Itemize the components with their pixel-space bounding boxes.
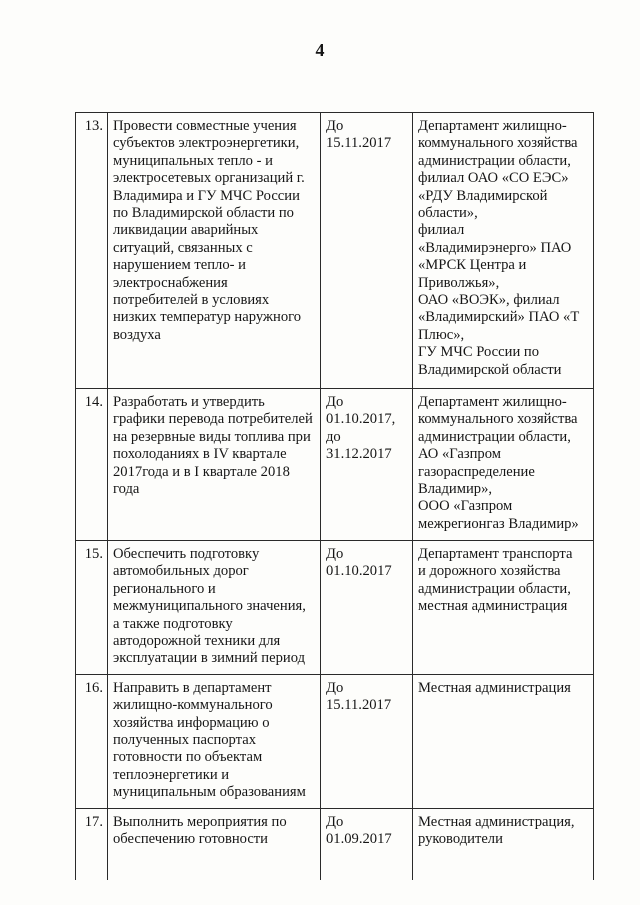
- responsible-cell: Департамент жилищно- коммунального хозяйства администрации области, АО «Газпром газораспределение Владимир», ООО «Газпром межрегионгаз Владимир»: [413, 389, 594, 541]
- responsible-cell: Департамент транспорта и дорожного хозяйства администрации области, местная администрация: [413, 541, 594, 675]
- task-cell: Направить в департамент жилищно-коммунального хозяйства информацию о полученных паспортах готовности по объектам теплоэнергетики и муниципальным образованиям: [108, 674, 321, 808]
- table-row: [76, 541, 594, 675]
- deadline-cell: До 15.11.2017: [321, 674, 413, 808]
- task-cell: Обеспечить подготовку автомобильных дорог регионального и межмуниципального значения, а также подготовку автодорожной техники для эксплуатации в зимний период: [108, 541, 321, 675]
- task-cell: Провести совместные учения субъектов электроэнергетики, муниципальных тепло - и электросетевых организаций г. Владимира и ГУ МЧС России по Владимирской области по ликвидации аварийных ситуаций, связанных с нарушением тепло- и электроснабжения потребителей в условиях низких температур наружного воздуха: [108, 113, 321, 389]
- measures-table: [75, 112, 594, 880]
- row-number: 15.: [76, 541, 108, 675]
- responsible-cell: Департамент жилищно- коммунального хозяйства администрации области, филиал ОАО «СО ЕЭС» «РДУ Владимирской области», филиал «Владимирэнерго» ПАО «МРСК Центра и Приволжья», ОАО «ВОЭК», филиал «Владимирский» ПАО «Т Плюс», ГУ МЧС России по Владимирской области: [413, 113, 594, 389]
- responsible-cell: Местная администрация, руководители: [413, 808, 594, 880]
- row-number: 14.: [76, 389, 108, 541]
- deadline-cell: До 01.09.2017: [321, 808, 413, 880]
- row-number: 16.: [76, 674, 108, 808]
- deadline-cell: До 15.11.2017: [321, 113, 413, 389]
- task-cell: Выполнить мероприятия по обеспечению готовности: [108, 808, 321, 880]
- row-number: 17.: [76, 808, 108, 880]
- table-row: [76, 113, 594, 389]
- deadline-cell: До 01.10.2017: [321, 541, 413, 675]
- responsible-cell: Местная администрация: [413, 674, 594, 808]
- row-number: 13.: [76, 113, 108, 389]
- task-cell: Разработать и утвердить графики перевода потребителей на резервные виды топлива при похолоданиях в IV квартале 2017года и в I квартале 2018 года: [108, 389, 321, 541]
- page-number: 4: [315, 40, 325, 60]
- table-row: [76, 808, 594, 880]
- deadline-cell: До 01.10.2017, до 31.12.2017: [321, 389, 413, 541]
- table-row: [76, 389, 594, 541]
- table-row: [76, 674, 594, 808]
